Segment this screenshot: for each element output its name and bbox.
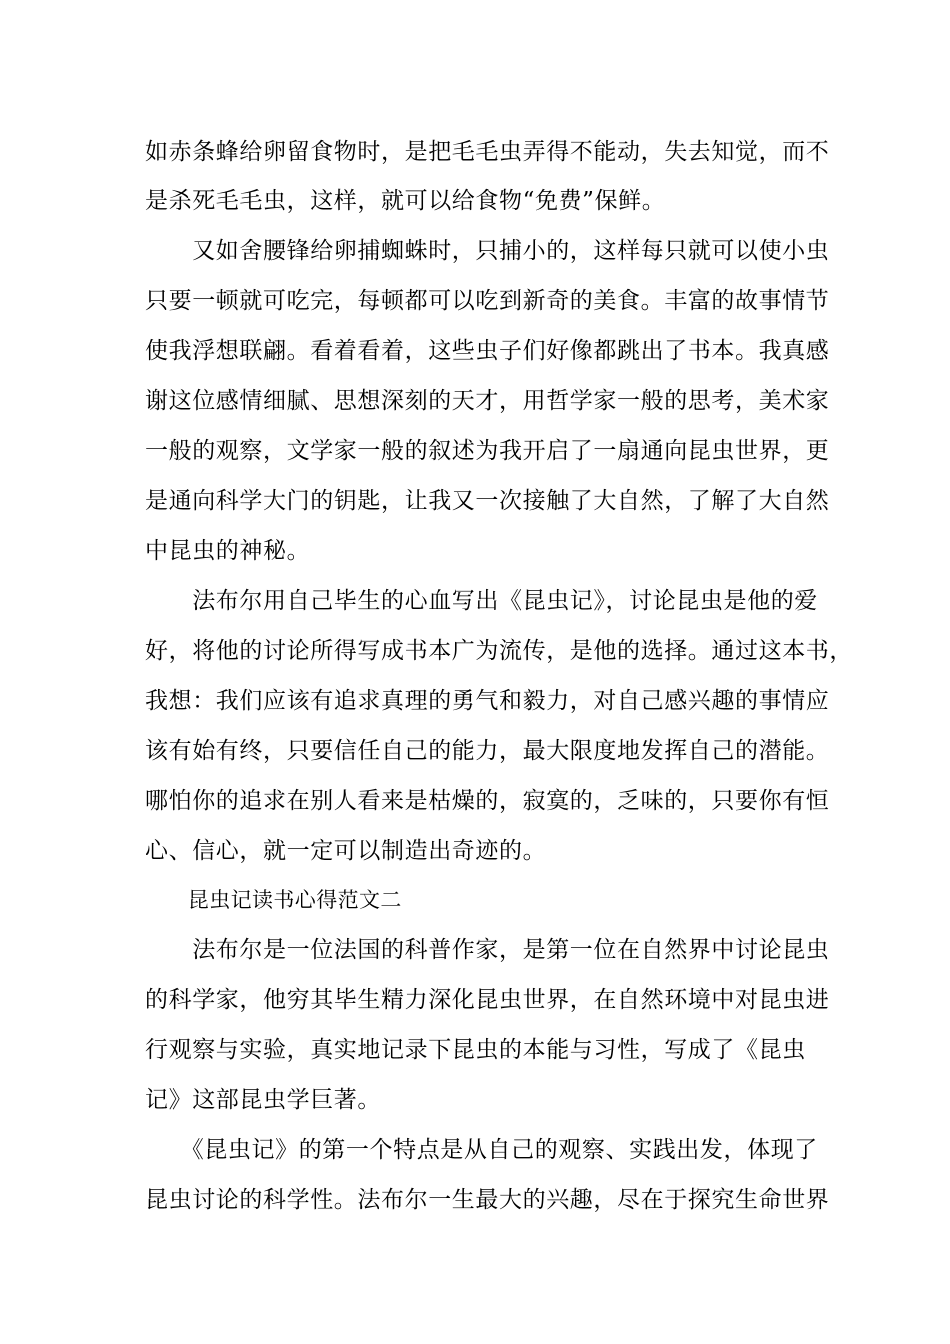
text-line: 只要一顿就可吃完，每顿都可以吃到新奇的美食。丰富的故事情节 [145,288,830,314]
text-line: 如赤条蜂给卵留食物时，是把毛毛虫弄得不能动，失去知觉，而不 [145,139,830,165]
text-line: 该有始有终，只要信任自己的能力，最大限度地发挥自己的潜能。 [145,738,830,764]
section-heading: 昆虫记读书心得范文二 [145,888,402,912]
text-line: 一般的观察，文学家一般的叙述为我开启了一扇通向昆虫世界，更 [145,438,830,464]
text-line: 哪怕你的追求在别人看来是枯燥的，寂寞的，乏味的，只要你有恒 [145,788,830,814]
text-line: 心、信心，就一定可以制造出奇迹的。 [145,838,547,864]
text-line: 的科学家，他穷其毕生精力深化昆虫世界，在自然环境中对昆虫进 [145,987,830,1013]
text-line: 使我浮想联翩。看着看着，这些虫子们好像都跳出了书本。我真感 [145,338,830,364]
text-line: 中昆虫的神秘。 [145,538,311,564]
text-line: 又如舍腰锋给卵捕蜘蛛时，只捕小的，这样每只就可以使小虫 [145,238,830,264]
text-line: 谢这位感情细腻、思想深刻的天才，用哲学家一般的思考，美术家 [145,388,830,414]
text-line: 记》这部昆虫学巨著。 [145,1087,381,1113]
text-line: 昆虫讨论的科学性。法布尔一生最大的兴趣，尽在于探究生命世界 [145,1187,830,1213]
text-line: 好，将他的讨论所得写成书本广为流传，是他的选择。通过这本书， [145,638,853,664]
text-line: 《昆虫记》的第一个特点是从自己的观察、实践出发，体现了 [145,1137,818,1163]
text-line: 行观察与实验，真实地记录下昆虫的本能与习性，写成了《昆虫 [145,1037,806,1063]
text-line: 是通向科学大门的钥匙，让我又一次接触了大自然，了解了大自然 [145,488,830,514]
text-line: 法布尔是一位法国的科普作家，是第一位在自然界中讨论昆虫 [145,937,830,963]
text-line: 我想：我们应该有追求真理的勇气和毅力，对自己感兴趣的事情应 [145,688,830,714]
text-line: 是杀死毛毛虫，这样，就可以给食物“免费”保鲜。 [145,188,666,214]
text-line: 法布尔用自己毕生的心血写出《昆虫记》，讨论昆虫是他的爱 [145,588,818,614]
